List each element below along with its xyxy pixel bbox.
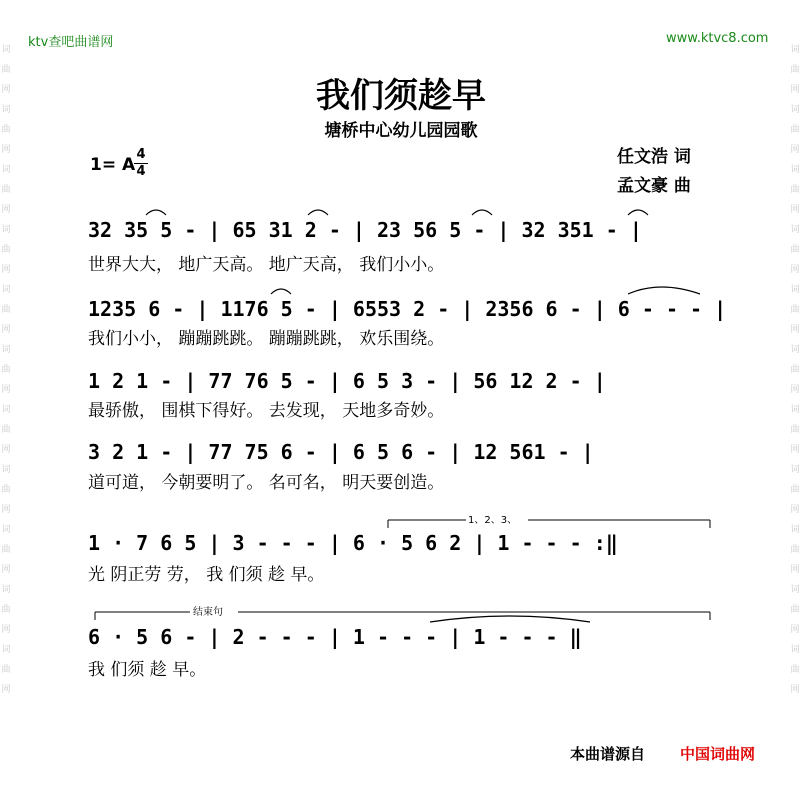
lyrics-row-6: 我 们须 趁 早。 xyxy=(88,660,207,680)
notes-row-6: 6 · 5 6 - | 2 - - - | 1 - - - | 1 - - - ‖ xyxy=(88,625,582,649)
lyrics-row-1: 世界大大， 地广天高。 地广天高， 我们小小。 xyxy=(88,255,445,275)
site-url-link[interactable]: www.ktvc8.com xyxy=(666,31,769,46)
meter-top: 4 xyxy=(136,147,146,162)
notes-row-4: 3 2 1 - | 77 75 6 - | 6 5 6 - | 12 561 - | xyxy=(88,440,594,464)
ending-label: 结束句 xyxy=(193,607,223,618)
slur xyxy=(430,616,590,622)
slur xyxy=(308,210,328,215)
lyricist-credit: 任文浩 词 xyxy=(617,147,691,167)
ending-bracket xyxy=(95,604,710,620)
lyrics-row-5: 光 阴正劳 劳， 我 们须 趁 早。 xyxy=(88,565,325,585)
source-site-link[interactable]: 中国词曲网 xyxy=(680,745,756,763)
right-watermark-strip: 词曲网词曲网词曲网词曲网词曲网词曲网词曲网词曲网词曲网词曲网词曲网 xyxy=(790,45,800,695)
lyrics-row-4: 道可道， 今朝要明了。 名可名， 明天要创造。 xyxy=(88,473,445,493)
slur xyxy=(628,210,648,215)
song-subtitle: 塘桥中心幼儿园园歌 xyxy=(324,121,478,141)
key-signature: 1= A xyxy=(90,155,136,175)
notes-row-2: 1235 6 - | 1176 5 - | 6553 2 - | 2356 6 - | 6 - - - | xyxy=(88,297,727,321)
source-label: 本曲谱源自 xyxy=(570,745,646,763)
slur xyxy=(628,287,700,294)
slur xyxy=(271,289,291,294)
song-title: 我们须趁早 xyxy=(316,76,486,116)
left-watermark-strip: 词曲网词曲网词曲网词曲网词曲网词曲网词曲网词曲网词曲网词曲网词曲网 xyxy=(1,45,11,695)
volta-bracket xyxy=(388,512,710,528)
meter-bottom: 4 xyxy=(136,164,146,179)
volta-label: 1、2、3、 xyxy=(468,515,518,526)
score-rows xyxy=(88,218,726,680)
lyrics-row-3: 最骄傲， 围棋下得好。 去发现， 天地多奇妙。 xyxy=(88,401,445,421)
slur xyxy=(472,210,492,215)
composer-credit: 孟文豪 曲 xyxy=(617,176,691,196)
lyrics-row-2: 我们小小， 蹦蹦跳跳。 蹦蹦跳跳， 欢乐围绕。 xyxy=(88,329,445,349)
notes-row-5: 1 · 7 6 5 | 3 - - - | 6 · 5 6 2 | 1 - - - :‖ xyxy=(88,531,618,555)
notes-row-1: 32 35 5 - | 65 31 2 - | 23 56 5 - | 32 351 - | xyxy=(88,218,642,242)
slur xyxy=(146,210,166,215)
site-name-link[interactable]: ktv查吧曲谱网 xyxy=(28,35,114,50)
notes-row-3: 1 2 1 - | 77 76 5 - | 6 5 3 - | 56 12 2 - | xyxy=(88,369,606,393)
